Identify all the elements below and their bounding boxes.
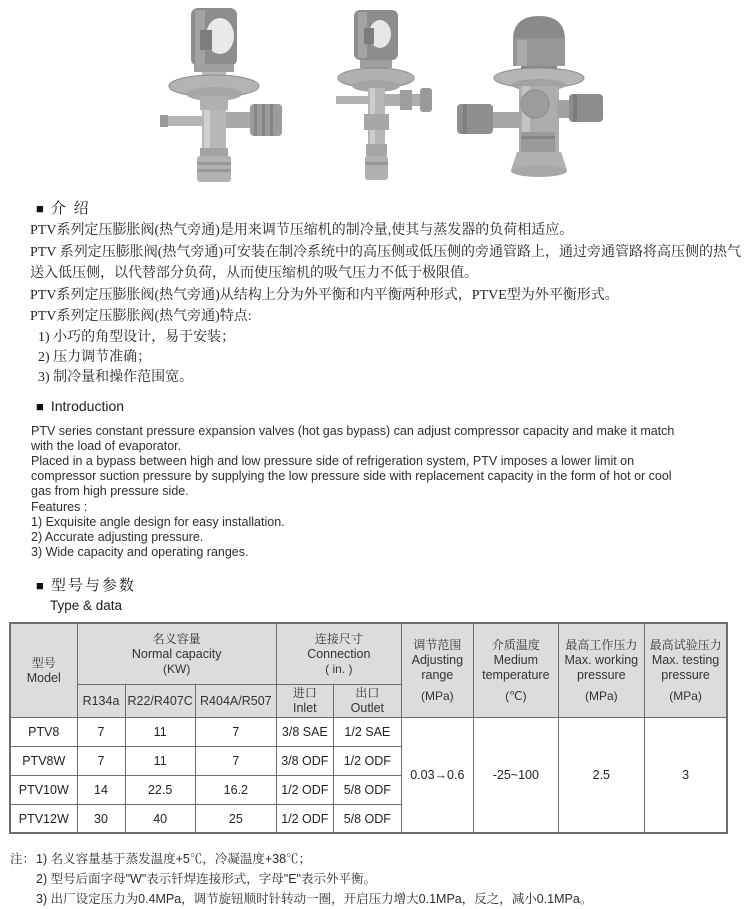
cell-r134a: 30 — [77, 804, 125, 833]
col-header-adjusting-range — [401, 623, 473, 717]
col-header-r404a-r507 — [195, 684, 276, 717]
section-heading-type-data — [0, 574, 744, 613]
intro-cn-feature-list — [38, 328, 744, 388]
cell-model: PTV8W — [10, 746, 77, 775]
outlet-en: Outlet — [350, 701, 384, 716]
type-data-zh-text: 型号与参数 — [50, 578, 136, 595]
section-heading-intro-cn — [36, 197, 744, 218]
maxtest-en: Max. testing pressure — [651, 653, 720, 682]
intro-cn-feature: 1) 小巧的角型设计，易于安装； — [38, 329, 236, 345]
intro-cn-feature: 3) 制冷量和操作范围宽。 — [38, 369, 194, 385]
type-data-title-zh — [36, 574, 744, 595]
col-group-connection — [276, 623, 401, 684]
col-header-inlet — [276, 684, 333, 717]
cell-inlet: 3/8 ODF — [276, 746, 333, 775]
maxtest-unit: (MPa) — [669, 689, 702, 704]
footnote-line — [10, 849, 744, 869]
footnote-text: 1) 名义容量基于蒸发温度+5℃，冷凝温度+38℃； — [36, 852, 312, 867]
cell-outlet: 5/8 ODF — [333, 775, 401, 804]
cell-model: PTV12W — [10, 804, 77, 833]
inlet-en: Inlet — [293, 701, 317, 716]
cell-model: PTV8 — [10, 717, 77, 746]
cell-r22: 22.5 — [125, 775, 195, 804]
cell-r22: 40 — [125, 804, 195, 833]
notes-label: 注： — [10, 852, 36, 867]
r22-label: R22/R407C — [127, 693, 193, 708]
cell-r134a: 7 — [77, 746, 125, 775]
col-header-medium-temperature — [473, 623, 558, 717]
footnote-line — [36, 869, 744, 889]
cell-r134a: 14 — [77, 775, 125, 804]
section-heading-intro-en — [36, 398, 744, 418]
col-header-model — [10, 623, 77, 717]
inlet-zh: 进口 — [292, 686, 317, 701]
connection-en: Connection — [307, 646, 371, 661]
valve-photo-three-way — [455, 14, 607, 184]
intro-en-line: PTV series constant pressure expansion valves (hot gas bypass) can adjust compressor capacity and make it match — [31, 423, 675, 438]
medium-en: Medium temperature — [482, 653, 550, 682]
cell-medium-temperature: -25~100 — [473, 717, 558, 833]
product-photos — [0, 0, 744, 190]
intro-en-line: Features : — [31, 499, 88, 514]
intro-en-line: Placed in a bypass between high and low pressure side of refrigeration system, PTV imposes a lower limit on — [31, 453, 635, 468]
cell-max-working-pressure: 2.5 — [558, 717, 644, 833]
r404a-label: R404A/R507 — [200, 693, 272, 708]
capacity-zh: 名义容量 — [152, 631, 201, 646]
intro-cn-title: 介 绍 — [50, 201, 91, 217]
square-bullet-icon: ■ — [36, 398, 44, 414]
r134a-label: R134a — [82, 693, 120, 708]
valve-photo-straight — [328, 8, 438, 183]
intro-en-line: 2) Accurate adjusting pressure. — [31, 529, 204, 544]
spec-table — [9, 622, 728, 834]
intro-cn-paragraphs — [30, 220, 744, 328]
footnote-text: 2) 型号后面字母"W"表示钎焊连接形式，字母"E"表示外平衡。 — [36, 872, 376, 887]
intro-en-line: gas from high pressure side. — [31, 484, 189, 499]
intro-en-line: with the load of evaporator. — [31, 438, 182, 453]
adjust-unit: (MPa) — [420, 689, 454, 704]
intro-cn-line: PTV 系列定压膨胀阀(热气旁通)可安装在制冷系统中的高压侧或低压侧的旁通管路上，通过旁通管路将高压侧的热气 — [30, 244, 742, 260]
col-header-r134a — [77, 684, 125, 717]
cell-model: PTV10W — [10, 775, 77, 804]
cell-outlet: 1/2 ODF — [333, 746, 401, 775]
cell-inlet: 1/2 ODF — [276, 775, 333, 804]
cell-r404a: 7 — [195, 717, 276, 746]
cell-r134a: 7 — [77, 717, 125, 746]
square-bullet-icon: ■ — [36, 578, 44, 594]
intro-en-line: compressor suction pressure by supplying the low pressure side with replacement capacity in the form of hot or cool — [31, 469, 672, 484]
cell-r22: 11 — [125, 717, 195, 746]
intro-cn-line: PTV系列定压膨胀阀(热气旁通)从结构上分为外平衡和内平衡两种形式，PTVE型为外平衡形式。 — [30, 287, 619, 303]
cell-outlet: 5/8 ODF — [333, 804, 401, 833]
col-header-max-testing-pressure — [644, 623, 727, 717]
intro-en-line: 1) Exquisite angle design for easy installation. — [31, 514, 285, 529]
intro-cn-line: PTV系列定压膨胀阀(热气旁通)特点: — [30, 309, 252, 324]
capacity-en: Normal capacity — [131, 646, 222, 661]
col-group-capacity — [77, 623, 276, 684]
connection-zh: 连接尺寸 — [314, 631, 363, 646]
cell-inlet: 1/2 ODF — [276, 804, 333, 833]
intro-cn-feature: 2) 压力调节准确； — [38, 349, 152, 365]
col-header-r22-r407c — [125, 684, 195, 717]
maxwork-zh: 最高工作压力 — [565, 638, 638, 653]
intro-en-line: 3) Wide capacity and operating ranges. — [31, 545, 249, 560]
medium-zh: 介质温度 — [491, 638, 540, 653]
cell-adjusting-range: 0.03→0.6 — [401, 717, 473, 833]
type-data-title-en: Type & data — [50, 598, 123, 614]
connection-unit: ( in. ) — [325, 662, 353, 677]
footnotes — [10, 849, 744, 909]
intro-cn-line: PTV系列定压膨胀阀(热气旁通)是用来调节压缩机的制冷量,使其与蒸发器的负荷相适应。 — [30, 223, 574, 238]
maxtest-zh: 最高试验压力 — [649, 638, 722, 653]
footnote-text: 3) 出厂设定压力为0.4MPa，调节旋钮顺时针转动一圈，开启压力增大0.1MPa，反之，减小0.1MPa。 — [36, 892, 593, 907]
col-header-outlet — [333, 684, 401, 717]
intro-cn-line: 送入低压侧，以代替部分负荷，从而使压缩机的吸气压力不低于极限值。 — [30, 266, 478, 281]
intro-en-paragraphs — [31, 424, 744, 561]
cell-outlet: 1/2 SAE — [333, 717, 401, 746]
adjust-zh: 调节范围 — [413, 638, 462, 653]
cell-r404a: 7 — [195, 746, 276, 775]
intro-en-title: Introduction — [50, 397, 125, 414]
cell-r22: 11 — [125, 746, 195, 775]
cell-inlet: 3/8 SAE — [276, 717, 333, 746]
col-header-max-working-pressure — [558, 623, 644, 717]
model-zh: 型号 — [31, 655, 56, 670]
cell-r404a: 25 — [195, 804, 276, 833]
capacity-unit: (KW) — [163, 662, 191, 677]
table-row — [10, 717, 727, 746]
footnote-line — [36, 889, 744, 909]
adjust-en: Adjusting range — [411, 653, 464, 682]
maxwork-en: Max. working pressure — [564, 653, 639, 682]
square-bullet-icon: ■ — [36, 201, 44, 216]
outlet-zh: 出口 — [355, 686, 380, 701]
maxwork-unit: (MPa) — [584, 689, 618, 704]
model-en: Model — [26, 670, 61, 685]
cell-r404a: 16.2 — [195, 775, 276, 804]
cell-max-testing-pressure: 3 — [644, 717, 727, 833]
valve-photo-angle — [150, 4, 282, 184]
medium-unit: (℃) — [505, 689, 527, 704]
